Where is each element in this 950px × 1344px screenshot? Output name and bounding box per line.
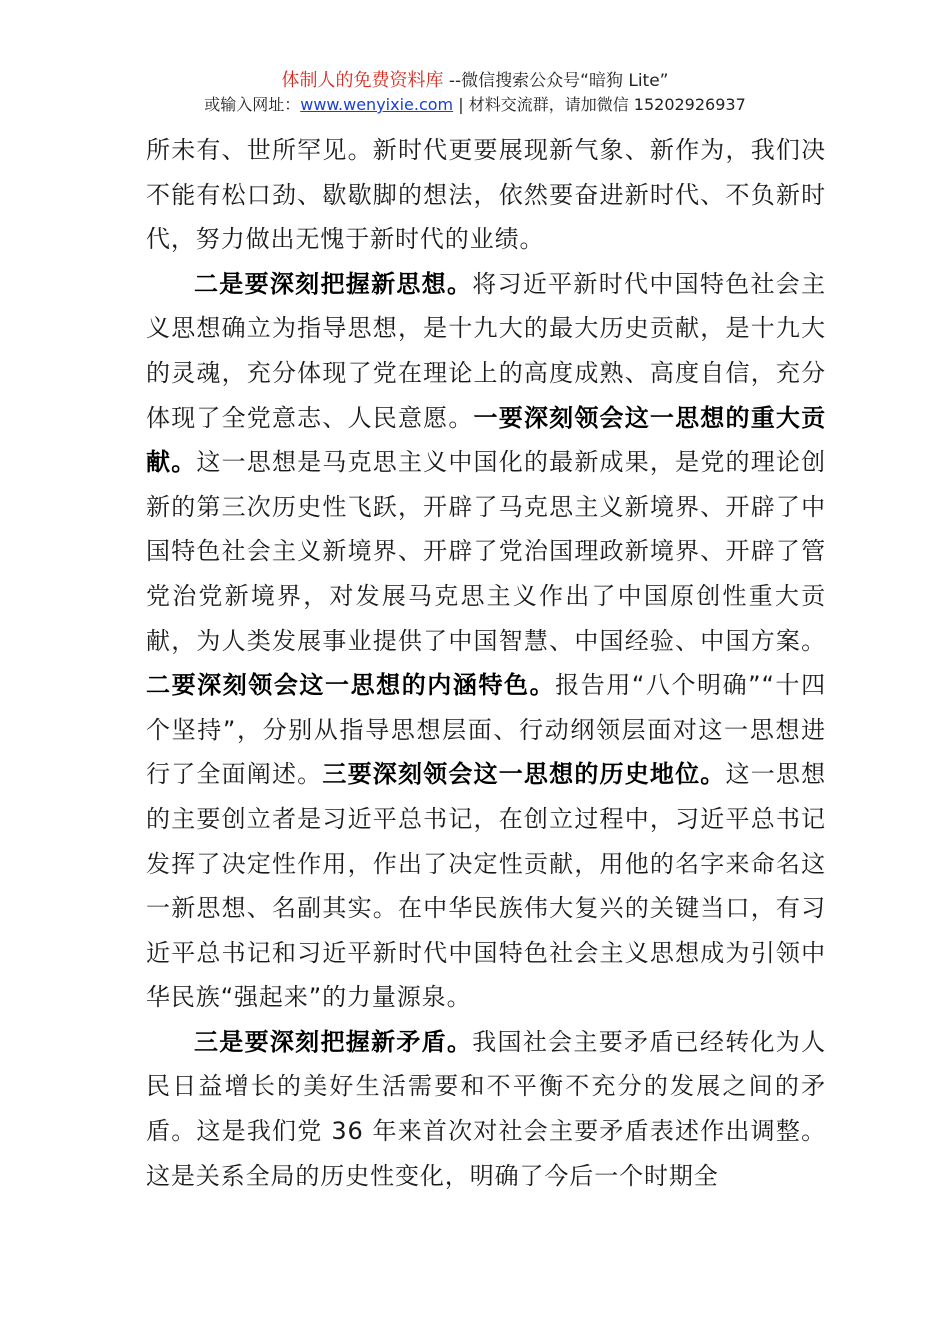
header-tagline: --微信搜索公众号“暗狗 Lite” bbox=[443, 71, 669, 91]
paragraph-text: 我国社会主要矛盾已经转化为人民日益增长的美好生活需要和不平衡不充分的发展之间的矛盾。这是我们党 36 年来首次对社会主要矛盾表述作出调整。这是关系全局的历史性变化，明确了今后一个时期全 bbox=[146, 1027, 826, 1190]
header-banner bbox=[0, 70, 950, 92]
paragraph-heading: 三是要深刻把握新矛盾。 bbox=[194, 1027, 473, 1056]
paragraph-new-contradiction bbox=[146, 1020, 826, 1198]
header-contact-line bbox=[0, 94, 950, 116]
paragraph-text: 所未有、世所罕见。新时代更要展现新气象、新作为，我们决不能有松口劲、歇歇脚的想法，依然要奋进新时代、不负新时代，努力做出无愧于新时代的业绩。 bbox=[146, 136, 826, 254]
paragraph-continuation bbox=[146, 128, 826, 262]
subpoint-heading: 一要深刻领会这一思想的重大贡献。 bbox=[146, 403, 826, 477]
subpoint-heading: 三要深刻领会这一思想的历史地位。 bbox=[322, 760, 726, 789]
header-contact: | 材料交流群，请加微信 15202926937 bbox=[453, 95, 746, 114]
paragraph-text: 这一思想是马克思主义中国化的最新成果，是党的理论创新的第三次历史性飞跃，开辟了马克思主义新境界、开辟了中国特色社会主义新境界、开辟了党治国理政新境界、开辟了管党治党新境界，对发展马克思主义作出了中国原创性重大贡献，为人类发展事业提供了中国智慧、中国经验、中国方案。 bbox=[146, 448, 827, 655]
subpoint-heading: 二要深刻领会这一思想的内涵特色。 bbox=[146, 671, 556, 700]
paragraph-new-thought bbox=[146, 262, 826, 1020]
paragraph-text: 将习近平新时代中国特色社会主义思想确立为指导思想，是十九大的最大历史贡献，是十九大的灵魂，充分体现了党在理论上的高度成熟、高度自信，充分体现了全党意志、人民意愿。 bbox=[146, 269, 826, 432]
header-url-prefix: 或输入网址： bbox=[204, 95, 301, 114]
header-url-link[interactable]: www.wenyixie.com bbox=[300, 95, 454, 114]
paragraph-text: 这一思想的主要创立者是习近平总书记，在创立过程中，习近平总书记发挥了决定性作用，作出了决定性贡献，用他的名字来命名这一新思想、名副其实。在中华民族伟大复兴的关键当口，有习近平总书记和习近平新时代中国特色社会主义思想成为引领中华民族“强起来”的力量源泉。 bbox=[146, 760, 826, 1012]
paragraph-text: 报告用“八个明确”“十四个坚持”，分别从指导思想层面、行动纲领层面对这一思想进行了全面阐述。 bbox=[146, 671, 826, 789]
document-body bbox=[146, 128, 826, 1198]
paragraph-heading: 二是要深刻把握新思想。 bbox=[194, 269, 473, 298]
header-brand: 体制人的免费资料库 bbox=[281, 70, 444, 91]
